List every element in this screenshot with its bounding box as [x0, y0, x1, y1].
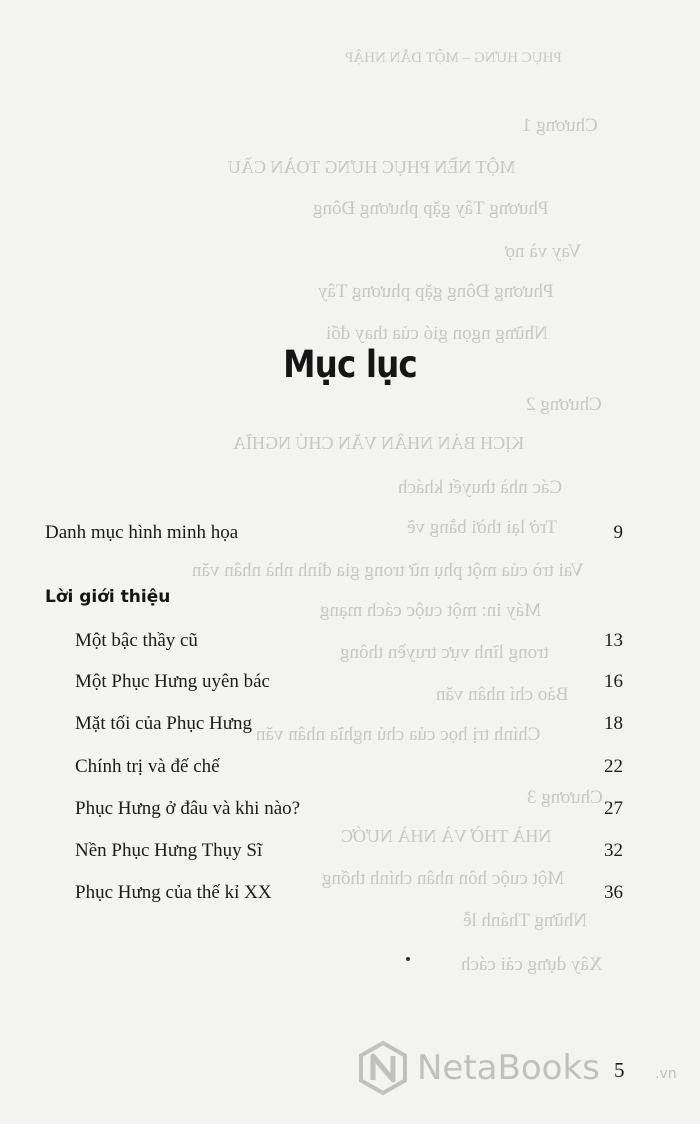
- bleed-line: Các nhà thuyết khách: [398, 477, 563, 498]
- toc-entry-page: 18: [604, 713, 623, 734]
- toc-entry-page: 9: [613, 522, 623, 543]
- toc-entry-page: 13: [604, 630, 623, 651]
- bleed-line: NHÀ THỜ VÀ NHÀ NƯỚC: [341, 826, 552, 846]
- bleed-line: trong lĩnh vực truyền thông: [340, 642, 549, 663]
- toc-entry[interactable]: [0, 878, 700, 908]
- toc-entry[interactable]: [0, 709, 700, 739]
- page-title: Mục lục: [283, 343, 417, 386]
- bleed-line: PHỤC HƯNG – MỘT DẪN NHẬP: [345, 50, 562, 66]
- toc-entry-label: Nền Phục Hưng Thụy Sĩ: [75, 840, 263, 861]
- bleed-line: Bảo chí nhân văn: [436, 684, 569, 705]
- toc-entry[interactable]: [0, 626, 700, 656]
- toc-entry-label: Mặt tối của Phục Hưng: [75, 713, 253, 734]
- bleed-line: Vay và nợ: [505, 241, 582, 262]
- watermark-brand: NetaBooks: [417, 1048, 600, 1088]
- toc-entry-page: 27: [604, 798, 623, 819]
- bleed-line: Phương Tây gặp phương Đông: [313, 198, 549, 219]
- bleed-line: Phương Đông gặp phương Tây: [318, 281, 554, 302]
- toc-entry-page: 36: [604, 882, 623, 903]
- bleed-line: Vai trò của một phụ nữ trong gia đình nhà nhân văn: [192, 560, 584, 581]
- toc-entry-label: Phục Hưng của thế kỉ XX: [75, 882, 272, 903]
- bleed-line: Những ngọn gió của thay đổi: [326, 323, 548, 344]
- bleed-line: Chính trị học của chủ nghĩa nhân văn: [256, 724, 541, 745]
- section-heading: Lời giới thiệu: [45, 587, 171, 607]
- bleed-line: Trở lại thời bằng vẽ: [407, 517, 558, 538]
- bleed-line: Những Thánh lễ: [463, 910, 587, 931]
- toc-entry-label: Chính trị và đế chế: [75, 756, 220, 777]
- page-number: 5: [614, 1058, 625, 1082]
- ink-speck: [406, 957, 410, 961]
- toc-entry-label: Danh mục hình minh họa: [45, 522, 239, 543]
- bleed-line: Máy in: một cuộc cách mạng: [320, 600, 542, 621]
- toc-entry[interactable]: [0, 518, 700, 548]
- bleed-line: MỘT NỀN PHỤC HƯNG TOÀN CẦU: [228, 157, 516, 177]
- toc-entry-label: Một Phục Hưng uyên bác: [75, 671, 270, 692]
- bleed-line: KỊCH BẢN NHÂN VĂN CHỦ NGHĨA: [233, 433, 525, 453]
- bleed-line: Xây dựng cải cách: [461, 954, 603, 975]
- bleed-line: Một cuộc hôn nhân chính thống: [322, 868, 565, 889]
- watermark: [355, 1040, 685, 1096]
- toc-entry[interactable]: [0, 794, 700, 824]
- toc-entry[interactable]: [0, 752, 700, 782]
- toc-entry-label: Phục Hưng ở đâu và khi nào?: [75, 798, 301, 819]
- toc-entry[interactable]: [0, 836, 700, 866]
- toc-entry[interactable]: [0, 667, 700, 697]
- toc-entry-label: Một bậc thầy cũ: [75, 630, 198, 651]
- toc-entry-page: 16: [604, 671, 623, 692]
- toc-entry-page: 22: [604, 756, 623, 777]
- bleed-line: Chương 1: [522, 115, 598, 136]
- toc-entry-page: 32: [604, 840, 623, 861]
- watermark-suffix: .vn: [655, 1066, 677, 1082]
- netabooks-logo-icon: [355, 1040, 411, 1096]
- bleed-line: Chương 3: [527, 787, 603, 808]
- bleed-line: Chương 2: [526, 394, 602, 415]
